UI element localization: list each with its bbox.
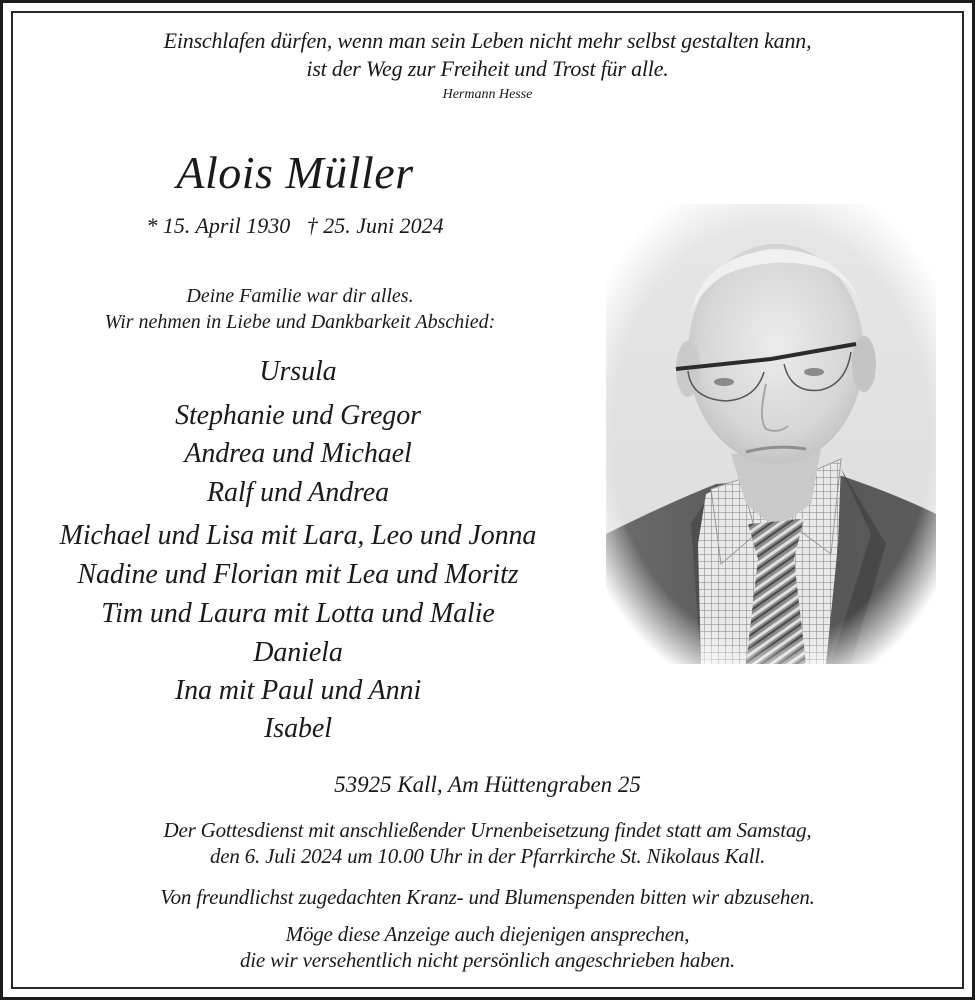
closing-line-1: Möge diese Anzeige auch diejenigen ansprechen, [285,922,690,946]
portrait-photo [606,204,936,664]
service-line-2: den 6. Juli 2024 um 10.00 Uhr in der Pfarrkirche St. Nikolaus Kall. [209,844,766,868]
family-member: Michael und Lisa mit Lara, Leo und Jonna [59,520,537,551]
family-member: Nadine und Florian mit Lea und Moritz [77,559,519,590]
family-member: Tim und Laura mit Lotta und Malie [101,598,495,629]
family-member: Isabel [264,713,332,744]
deceased-name: Alois Müller [176,147,414,198]
life-dates: * 15. April 1930 † 25. Juni 2024 [146,213,444,238]
portrait-photo-icon [606,204,936,664]
quote-line-1: Einschlafen dürfen, wenn man sein Leben nicht mehr selbst gestalten kann, [163,28,812,53]
quote-author: Hermann Hesse [442,87,533,102]
service-line-1: Der Gottesdienst mit anschließender Urnenbeisetzung findet statt am Samstag, [163,818,812,842]
flowers-note: Von freundlichst zugedachten Kranz- und Blumenspenden bitten wir abzusehen. [160,885,815,909]
family-member: Stephanie und Gregor [175,400,421,431]
intro-line-1: Deine Familie war dir alles. [186,285,414,307]
family-member: Ralf und Andrea [206,477,390,508]
intro-line-2: Wir nehmen in Liebe und Dankbarkeit Abschied: [104,311,496,333]
family-member: Ina mit Paul und Anni [174,675,422,706]
family-member: Ursula [259,356,337,387]
family-member: Andrea und Michael [184,438,412,469]
closing-line-2: die wir versehentlich nicht persönlich angeschrieben haben. [240,948,735,972]
quote-line-2: ist der Weg zur Freiheit und Trost für alle. [306,56,669,81]
family-member: Daniela [253,637,343,668]
address: 53925 Kall, Am Hüttengraben 25 [334,772,641,797]
